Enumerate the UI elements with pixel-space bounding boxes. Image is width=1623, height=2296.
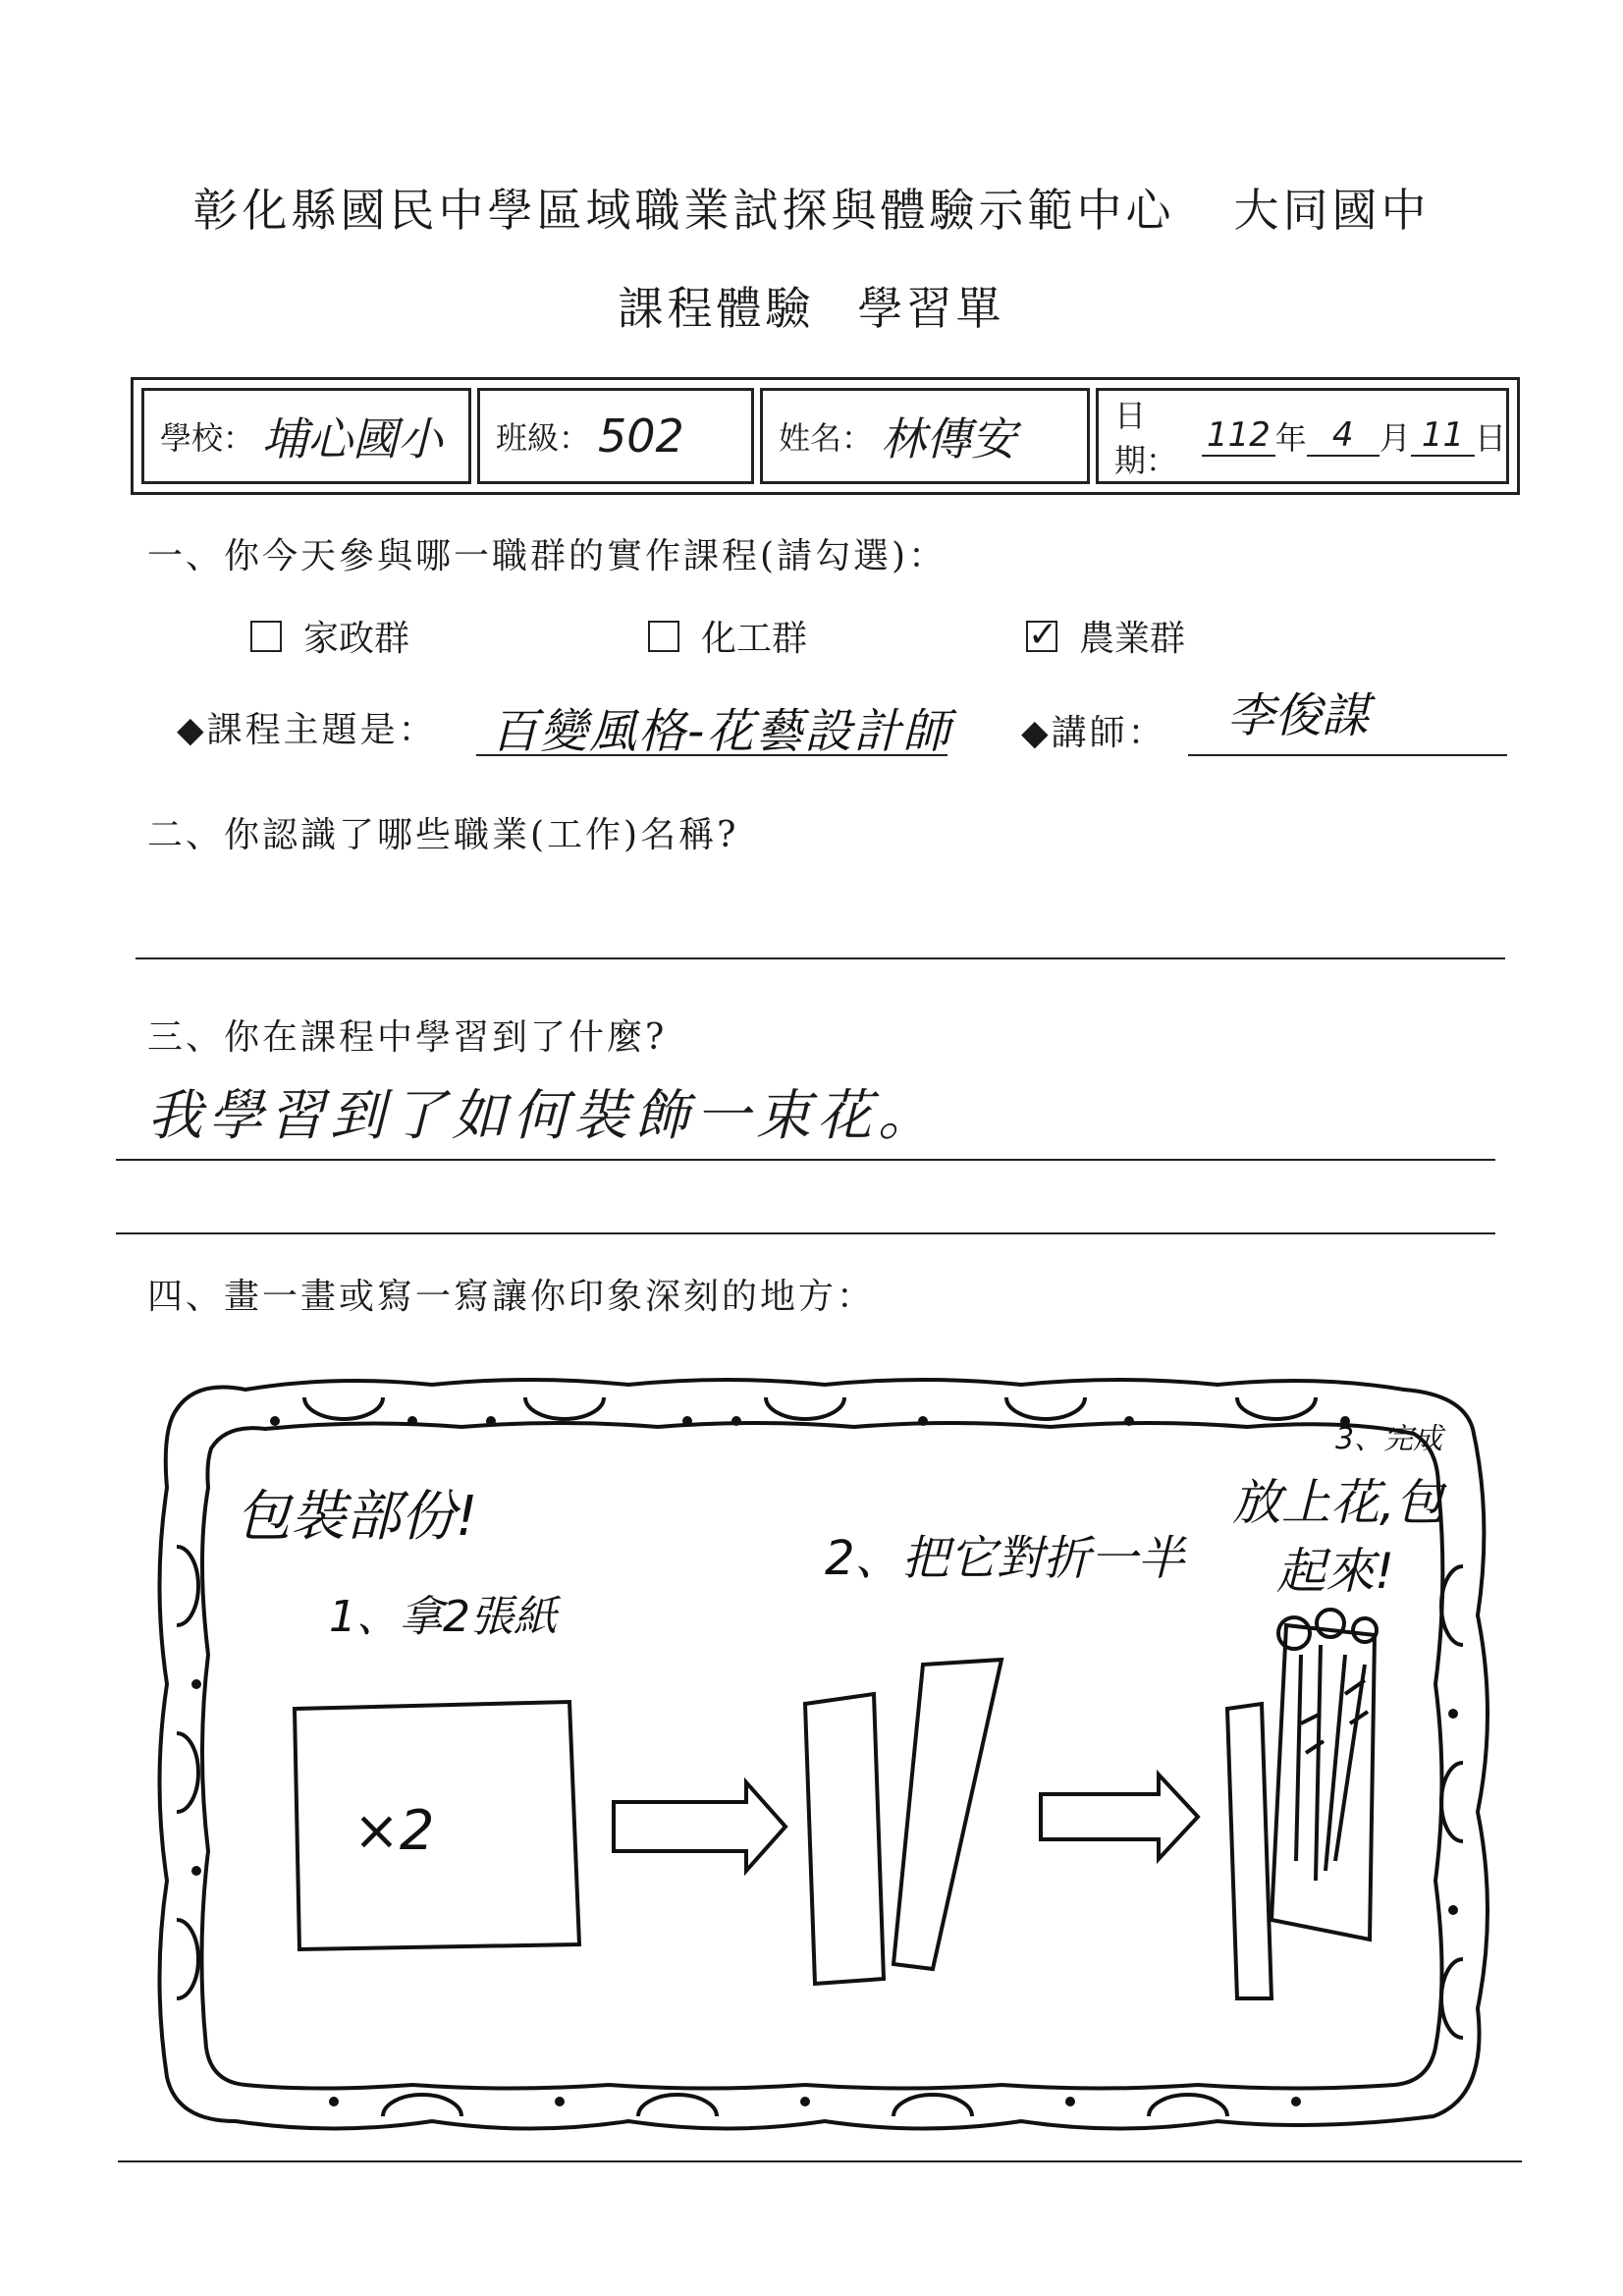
- answer-line-q2: [135, 957, 1505, 959]
- drawing-step1-mark: ×2: [353, 1799, 435, 1863]
- name-cell: [760, 388, 1090, 484]
- class-value: 502: [598, 410, 684, 463]
- document-title-line1: [0, 175, 1623, 240]
- answer-q3: 我學習到了如何裝飾一束花。: [147, 1084, 939, 1148]
- checkbox-agriculture[interactable]: [1026, 621, 1057, 652]
- topic-underline: [476, 754, 947, 756]
- class-label: 班級：: [496, 419, 591, 457]
- school-label: 學校：: [160, 419, 255, 457]
- teacher-underline: [1188, 754, 1507, 756]
- answer-line-q3-2: [116, 1232, 1495, 1234]
- worksheet-title: 學習單: [857, 282, 1005, 335]
- school-cell: [141, 388, 471, 484]
- date-cell: [1096, 388, 1509, 484]
- year-value: 112: [1202, 415, 1274, 457]
- question-3: 三、你在課程中學習到了什麼?: [147, 1017, 668, 1058]
- drawing-step1: 1、拿2張紙: [329, 1592, 557, 1642]
- checkbox-chemical[interactable]: [648, 621, 679, 652]
- topic-label: ◆課程主題是：: [177, 710, 437, 750]
- day-unit: 日: [1474, 419, 1506, 457]
- year-unit: 年: [1274, 419, 1307, 457]
- topic-value: 百變風格-花藝設計師: [491, 704, 952, 759]
- question-2: 二、你認識了哪些職業(工作)名稱?: [147, 815, 739, 855]
- center-name: 彰化縣國民中學區域職業試探與體驗示範中心: [192, 184, 1175, 237]
- drawing-step3-line2: 起來!: [1276, 1543, 1395, 1600]
- option-chemical[interactable]: [648, 611, 807, 661]
- drawing-step2: 2、把它對折一半: [825, 1531, 1185, 1586]
- question-4: 四、畫一畫或寫一寫讓你印象深刻的地方：: [147, 1277, 876, 1317]
- name-value: 林傳安: [881, 412, 1017, 465]
- drawing-step3-label: 3、完成: [1335, 1422, 1443, 1456]
- option-agriculture[interactable]: [1026, 611, 1185, 661]
- checkbox-home-economics[interactable]: [250, 621, 282, 652]
- option-label: 家政群: [303, 619, 410, 659]
- course-experience-title: 課程體驗: [618, 282, 815, 335]
- answer-line-q3-1: [116, 1159, 1495, 1161]
- option-label: 農業群: [1079, 619, 1186, 659]
- drawing-heading: 包裝部份!: [236, 1485, 478, 1549]
- day-value: 11: [1411, 415, 1475, 457]
- school-value: 埔心國小: [262, 412, 444, 465]
- teacher-value: 李俊謀: [1227, 688, 1370, 743]
- option-label: 化工群: [701, 619, 808, 659]
- bottom-rule: [118, 2160, 1522, 2162]
- drawing-step3-line1: 放上花,包: [1232, 1474, 1444, 1531]
- student-info-table: [131, 377, 1520, 495]
- month-unit: 月: [1379, 419, 1411, 457]
- option-home-economics[interactable]: [250, 611, 409, 661]
- question-1: 一、你今天參與哪一職群的實作課程(請勾選)：: [147, 536, 947, 576]
- month-value: 4: [1307, 415, 1380, 457]
- date-label: 日期：: [1114, 397, 1178, 479]
- document-title-line2: [0, 273, 1623, 338]
- name-label: 姓名：: [779, 419, 874, 457]
- host-school: 大同國中: [1233, 184, 1431, 237]
- class-cell: [477, 388, 754, 484]
- teacher-label: ◆講師：: [1021, 713, 1166, 753]
